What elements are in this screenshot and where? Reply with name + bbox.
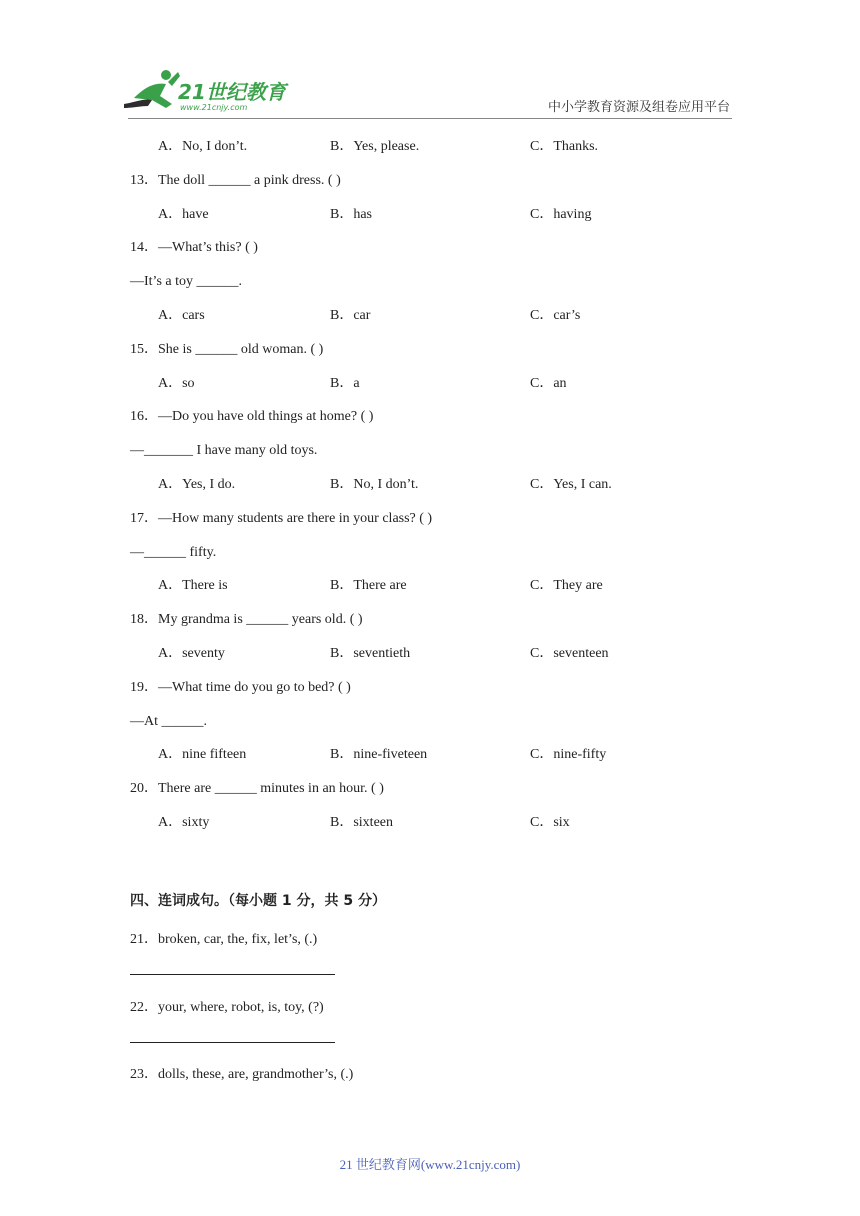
- options-row: [130, 575, 740, 609]
- logo: [122, 68, 292, 114]
- option-a[interactable]: A．cars: [158, 307, 205, 323]
- question-22: 22．your, where, robot, is, toy, (?): [130, 1000, 324, 1015]
- answer-line-22[interactable]: [130, 1042, 335, 1043]
- option-b[interactable]: B．seventieth: [330, 645, 411, 661]
- option-b[interactable]: B．sixteen: [330, 814, 393, 830]
- question-line: 18．My grandma is ______ years old. ( ): [130, 612, 363, 628]
- question-line: —______ fifty.: [130, 544, 217, 560]
- section-title: 四、连词成句。（每小题 1 分，共 5 分）: [130, 893, 386, 909]
- option-a[interactable]: A．sixty: [158, 814, 210, 830]
- logo-url: www.21cnjy.com: [180, 103, 248, 112]
- option-c[interactable]: C．an: [530, 375, 567, 391]
- option-a[interactable]: A．have: [158, 206, 209, 222]
- options-row: [130, 744, 740, 778]
- question-line: 17．—How many students are there in your class? ( ): [130, 510, 433, 526]
- option-c[interactable]: C．car’s: [530, 307, 581, 323]
- option-b[interactable]: B．a: [330, 375, 360, 391]
- question-line: 14．—What’s this? ( ): [130, 240, 258, 256]
- options-row: [130, 812, 740, 846]
- option-a[interactable]: A．seventy: [158, 645, 225, 661]
- option-c[interactable]: C．having: [530, 206, 592, 222]
- options-row: [130, 305, 740, 339]
- option-a[interactable]: A．Yes, I do.: [158, 476, 236, 492]
- footer-text: 21 世纪教育网(www.21cnjy.com): [339, 1157, 521, 1172]
- question-line: —At ______.: [130, 713, 207, 729]
- option-a[interactable]: A．No, I don’t.: [158, 139, 248, 154]
- options-row: [130, 474, 740, 508]
- logo-text: 21世纪教育: [178, 80, 286, 104]
- platform-title: 中小学教育资源及组卷应用平台: [547, 100, 730, 115]
- option-b[interactable]: B．has: [330, 206, 372, 222]
- option-b[interactable]: B．There are: [330, 578, 407, 594]
- header-divider: [128, 118, 732, 119]
- option-c[interactable]: C．Yes, I can.: [530, 476, 612, 492]
- question-line: 15．She is ______ old woman. ( ): [130, 341, 324, 357]
- page-header: [0, 0, 860, 125]
- options-row: [130, 643, 740, 677]
- option-c[interactable]: C．six: [530, 814, 570, 830]
- question-line: 20．There are ______ minutes in an hour. ( ): [130, 781, 384, 797]
- options-row: [130, 373, 740, 407]
- question-line: —It’s a toy ______.: [130, 274, 242, 290]
- option-c[interactable]: C．nine-fifty: [530, 747, 607, 763]
- option-c[interactable]: C．Thanks.: [530, 139, 599, 154]
- question-line: 13．The doll ______ a pink dress. ( ): [130, 172, 341, 188]
- options-row: [130, 136, 740, 170]
- question-line: 19．—What time do you go to bed? ( ): [130, 679, 351, 695]
- question-line: —_______ I have many old toys.: [130, 443, 318, 459]
- option-a[interactable]: A．nine fifteen: [158, 747, 247, 763]
- answer-line-21[interactable]: [130, 974, 335, 975]
- option-a[interactable]: A．There is: [158, 578, 228, 594]
- option-b[interactable]: B．Yes, please.: [330, 139, 420, 154]
- option-b[interactable]: B．nine-fiveteen: [330, 747, 428, 763]
- question-21: 21．broken, car, the, fix, let’s, (.): [130, 932, 318, 947]
- option-b[interactable]: B．car: [330, 307, 371, 323]
- question-list: [130, 136, 740, 846]
- question-23: 23．dolls, these, are, grandmother’s, (.): [130, 1067, 354, 1082]
- option-b[interactable]: B．No, I don’t.: [330, 476, 419, 492]
- option-c[interactable]: C．seventeen: [530, 645, 609, 661]
- runner-icon: [124, 70, 180, 108]
- option-c[interactable]: C．They are: [530, 578, 603, 594]
- options-row: [130, 204, 740, 238]
- option-a[interactable]: A．so: [158, 375, 195, 391]
- question-line: 16．—Do you have old things at home? ( ): [130, 409, 374, 425]
